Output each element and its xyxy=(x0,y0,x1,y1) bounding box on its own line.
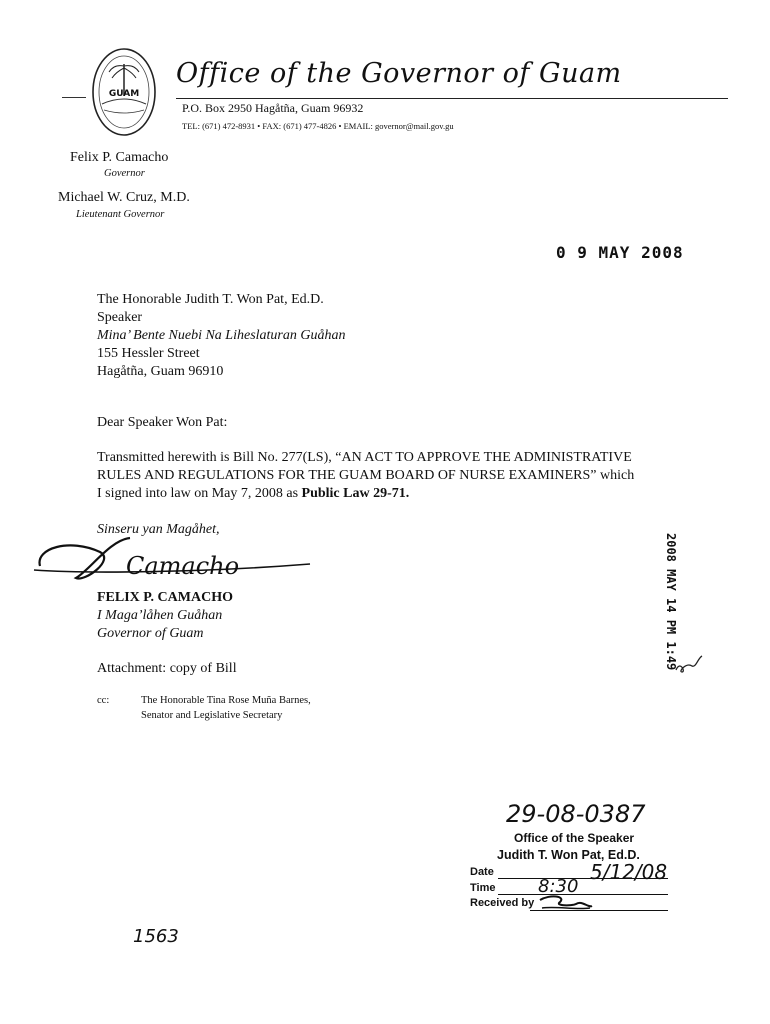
signer-title-english: Governor of Guam xyxy=(97,626,204,641)
seal-text: GUAM xyxy=(108,89,140,99)
receiver-signature xyxy=(536,892,596,914)
cc-line-1: The Honorable Tina Rose Muña Barnes, xyxy=(141,695,311,706)
recipient-name: The Honorable Judith T. Won Pat, Ed.D. xyxy=(97,292,324,307)
receipt-received-label: Received by xyxy=(470,897,535,909)
closing: Sinseru yan Magåhet, xyxy=(97,522,220,537)
recipient-position: Speaker xyxy=(97,310,143,325)
recipient-legislature: Mina’ Bente Nuebi Na Liheslaturan Guåhan xyxy=(97,328,346,343)
header-rule xyxy=(176,98,728,99)
receipt-time-value: 8:30 xyxy=(538,876,579,897)
divider xyxy=(62,97,86,98)
body-line-1: Transmitted herewith is Bill No. 277(LS), “AN ACT TO APPROVE THE ADMINISTRATIVE xyxy=(97,450,632,465)
signature-text: Camacho xyxy=(126,552,240,580)
signer-title-chamorro: I Maga’låhen Guåhan xyxy=(97,608,223,623)
guam-seal xyxy=(90,46,158,138)
receipt-time-label: Time xyxy=(470,882,496,894)
cc-line-2: Senator and Legislative Secretary xyxy=(141,710,283,721)
governor-title: Governor xyxy=(104,168,145,179)
receipt-office: Office of the Speaker xyxy=(514,831,635,845)
office-address: P.O. Box 2950 Hagåtña, Guam 96932 xyxy=(182,101,364,115)
received-time-stamp: 2008 MAY 14 PM 1:49 xyxy=(664,533,678,671)
lieutenant-governor-title: Lieutenant Governor xyxy=(76,209,165,220)
lieutenant-governor-name: Michael W. Cruz, M.D. xyxy=(58,190,190,205)
body-line-3-text: I signed into law on May 7, 2008 as xyxy=(97,486,302,501)
public-law-number: Public Law 29-71. xyxy=(301,486,410,501)
receipt-number: 29-08-0387 xyxy=(506,800,646,828)
body-line-2: RULES AND REGULATIONS FOR THE GUAM BOARD OF NURSE EXAMINERS” which xyxy=(97,468,635,483)
signer-name: FELIX P. CAMACHO xyxy=(97,590,233,605)
body-line-3 xyxy=(97,485,409,504)
page-number: 1563 xyxy=(133,926,179,947)
office-contact: TEL: (671) 472-8931 • FAX: (671) 477-4826 • EMAIL: governor@mail.gov.gu xyxy=(182,121,454,131)
recipient-street: 155 Hessler Street xyxy=(97,346,200,361)
receipt-date-label: Date xyxy=(470,866,494,878)
attachment-note: Attachment: copy of Bill xyxy=(97,661,237,676)
recipient-city: Hagåtña, Guam 96910 xyxy=(97,364,224,379)
governor-signature xyxy=(30,530,320,590)
receipt-date-value: 5/12/08 xyxy=(590,860,668,884)
date-stamp: 0 9 MAY 2008 xyxy=(556,243,684,262)
salutation: Dear Speaker Won Pat: xyxy=(97,415,228,430)
initials-mark xyxy=(672,652,704,676)
receipt-speaker: Judith T. Won Pat, Ed.D. xyxy=(497,848,640,862)
cc-label: cc: xyxy=(97,695,110,706)
governor-name: Felix P. Camacho xyxy=(70,150,169,165)
letterhead-title: Office of the Governor of Guam xyxy=(176,58,622,89)
